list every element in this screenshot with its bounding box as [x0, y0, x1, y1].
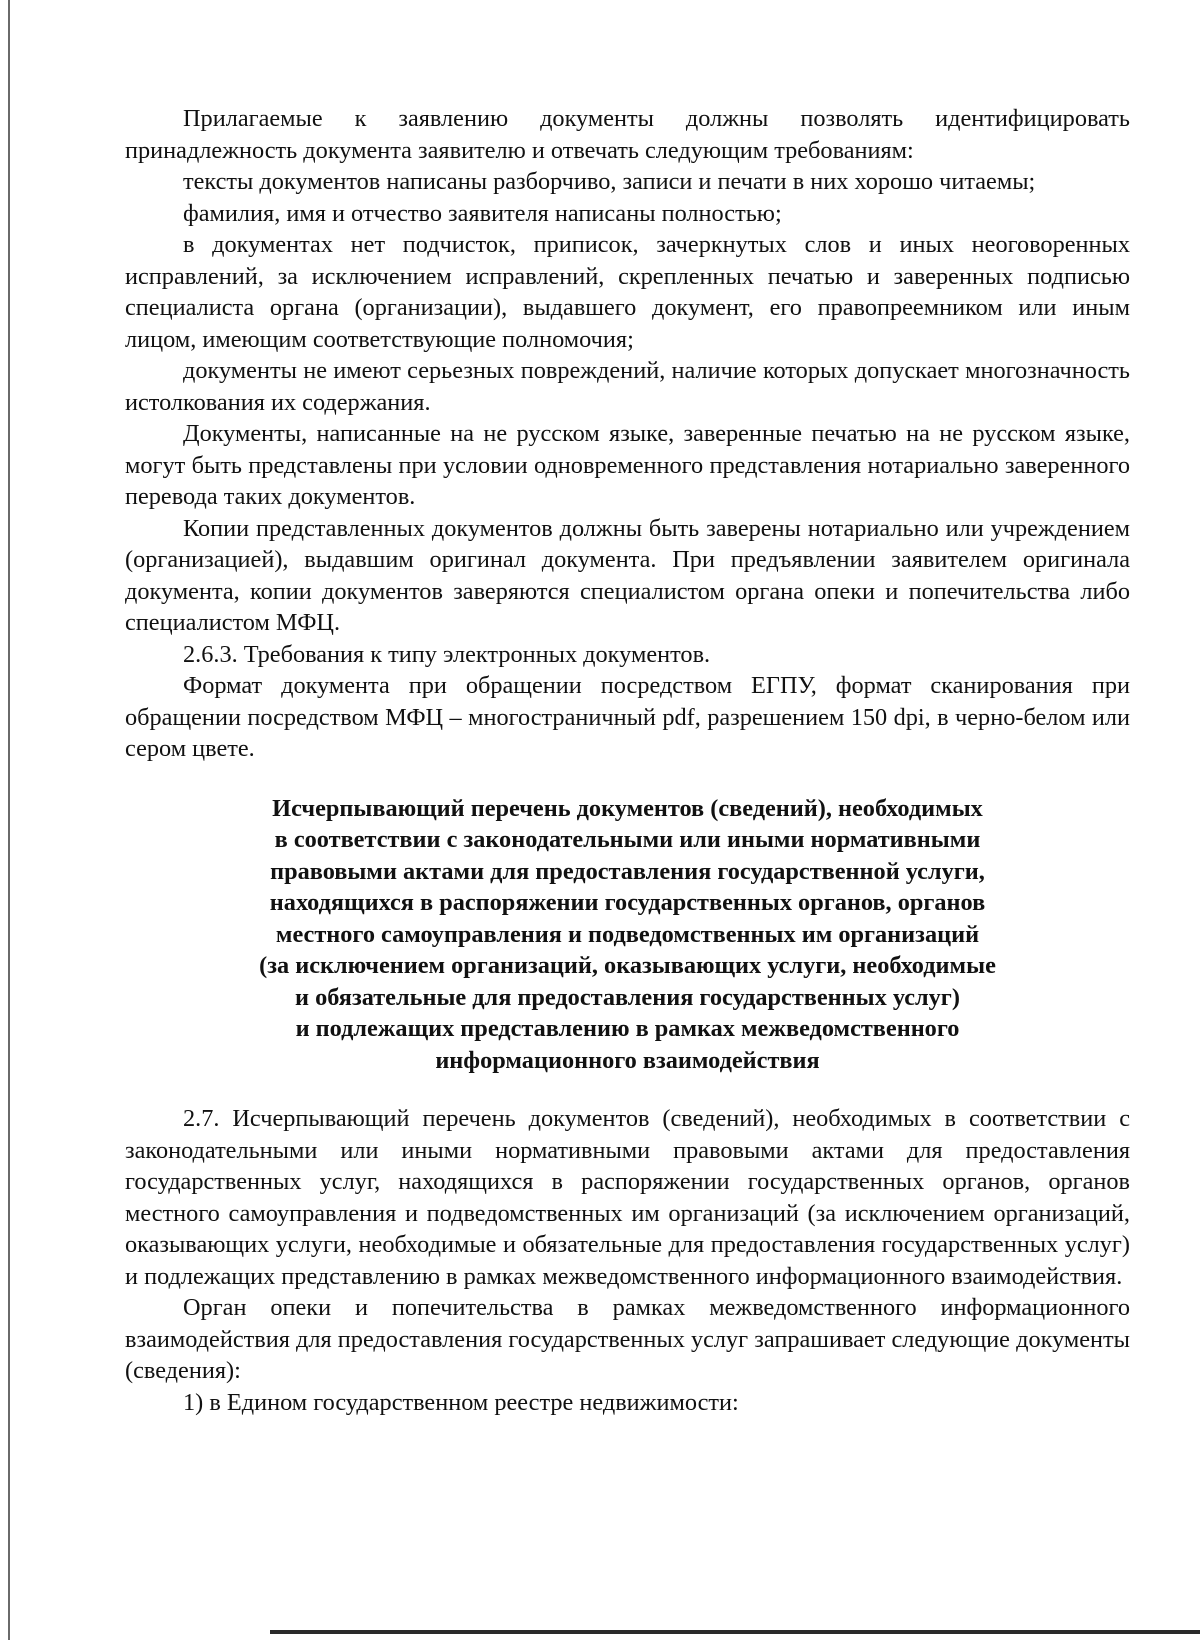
heading-line: в соответствии с законодательными или иными нормативными [274, 826, 981, 853]
paragraph: Формат документа при обращении посредством ЕГПУ, формат сканирования при обращении посредством МФЦ – многостраничный pdf, разрешением 150 dpi, в черно-белом или сером цвете. [125, 672, 1130, 762]
heading-line: и обязательные для предоставления государственных услуг) [295, 983, 960, 1011]
heading-line: (за исключением организаций, оказывающих услуги, необходимые [259, 952, 996, 979]
document-body [125, 103, 1130, 1418]
paragraph: Прилагаемые к заявлению документы должны позволять идентифицировать принадлежность документа заявителю и отвечать следующим требованиям: [125, 105, 1130, 164]
paragraph: Копии представленных документов должны быть заверены нотариально или учреждением (организацией), выдавшим оригинал документа. При предъявлении заявителем оригинала документа, копии документов заверяются специалистом органа опеки и попечительства либо специалистом МФЦ. [125, 514, 1130, 636]
heading-line: находящихся в распоряжении государственных органов, органов [269, 889, 986, 916]
paragraph: Орган опеки и попечительства в рамках межведомственного информационного взаимодействия для предоставления государственных услуг запрашивает следующие документы (сведения): [125, 1294, 1130, 1384]
paragraph: в документах нет подчисток, приписок, зачеркнутых слов и иных неоговоренных исправлений, за исключением исправлений, скрепленных печатью и заверенных подписью специалиста органа (организации), выдавшего документ, его правопреемником или иным лицом, имеющим соответствующие полномочия; [125, 231, 1130, 353]
heading-line: и подлежащих представлению в рамках межведомственного [295, 1015, 960, 1042]
section-2-7-paragraph: 2.7. Исчерпывающий перечень документов (сведений), необходимых в соответствии с законодательными или иными нормативными правовыми актами для предоставления государственных услуг, находящихся в распоряжении государственных органов, органов местного самоуправления и подведомственных им организаций (за исключением организаций, оказывающих услуги, необходимые и обязательные для предоставления государственных услуг) и подлежащих представлению в рамках межведомственного информационного взаимодействия. [125, 1105, 1130, 1290]
paragraph: тексты документов написаны разборчиво, записи и печати в них хорошо читаемы; [183, 168, 1036, 195]
section-heading [178, 793, 1078, 1077]
heading-line: местного самоуправления и подведомственных им организаций [275, 920, 980, 948]
spacer [125, 765, 1130, 793]
heading-line: правовыми актами для предоставления государственной услуги, [270, 857, 985, 885]
heading-line: информационного взаимодействия [435, 1046, 820, 1074]
paragraph: документы не имеют серьезных повреждений, наличие которых допускает многозначность истолкования их содержания. [125, 357, 1130, 416]
spacer [125, 1076, 1130, 1103]
scan-edge-bottom [270, 1630, 1200, 1634]
list-item: 1) в Едином государственном реестре недвижимости: [183, 1388, 739, 1416]
paragraph: Документы, написанные на не русском языке, заверенные печатью на не русском языке, могут быть представлены при условии одновременного представления нотариально заверенного перевода таких документов. [125, 420, 1130, 510]
section-2-6-3-title: 2.6.3. Требования к типу электронных документов. [183, 640, 711, 668]
heading-line: Исчерпывающий перечень документов (сведений), необходимых [272, 794, 983, 822]
scan-edge-left [8, 0, 10, 1640]
paragraph: фамилия, имя и отчество заявителя написаны полностью; [183, 199, 782, 227]
